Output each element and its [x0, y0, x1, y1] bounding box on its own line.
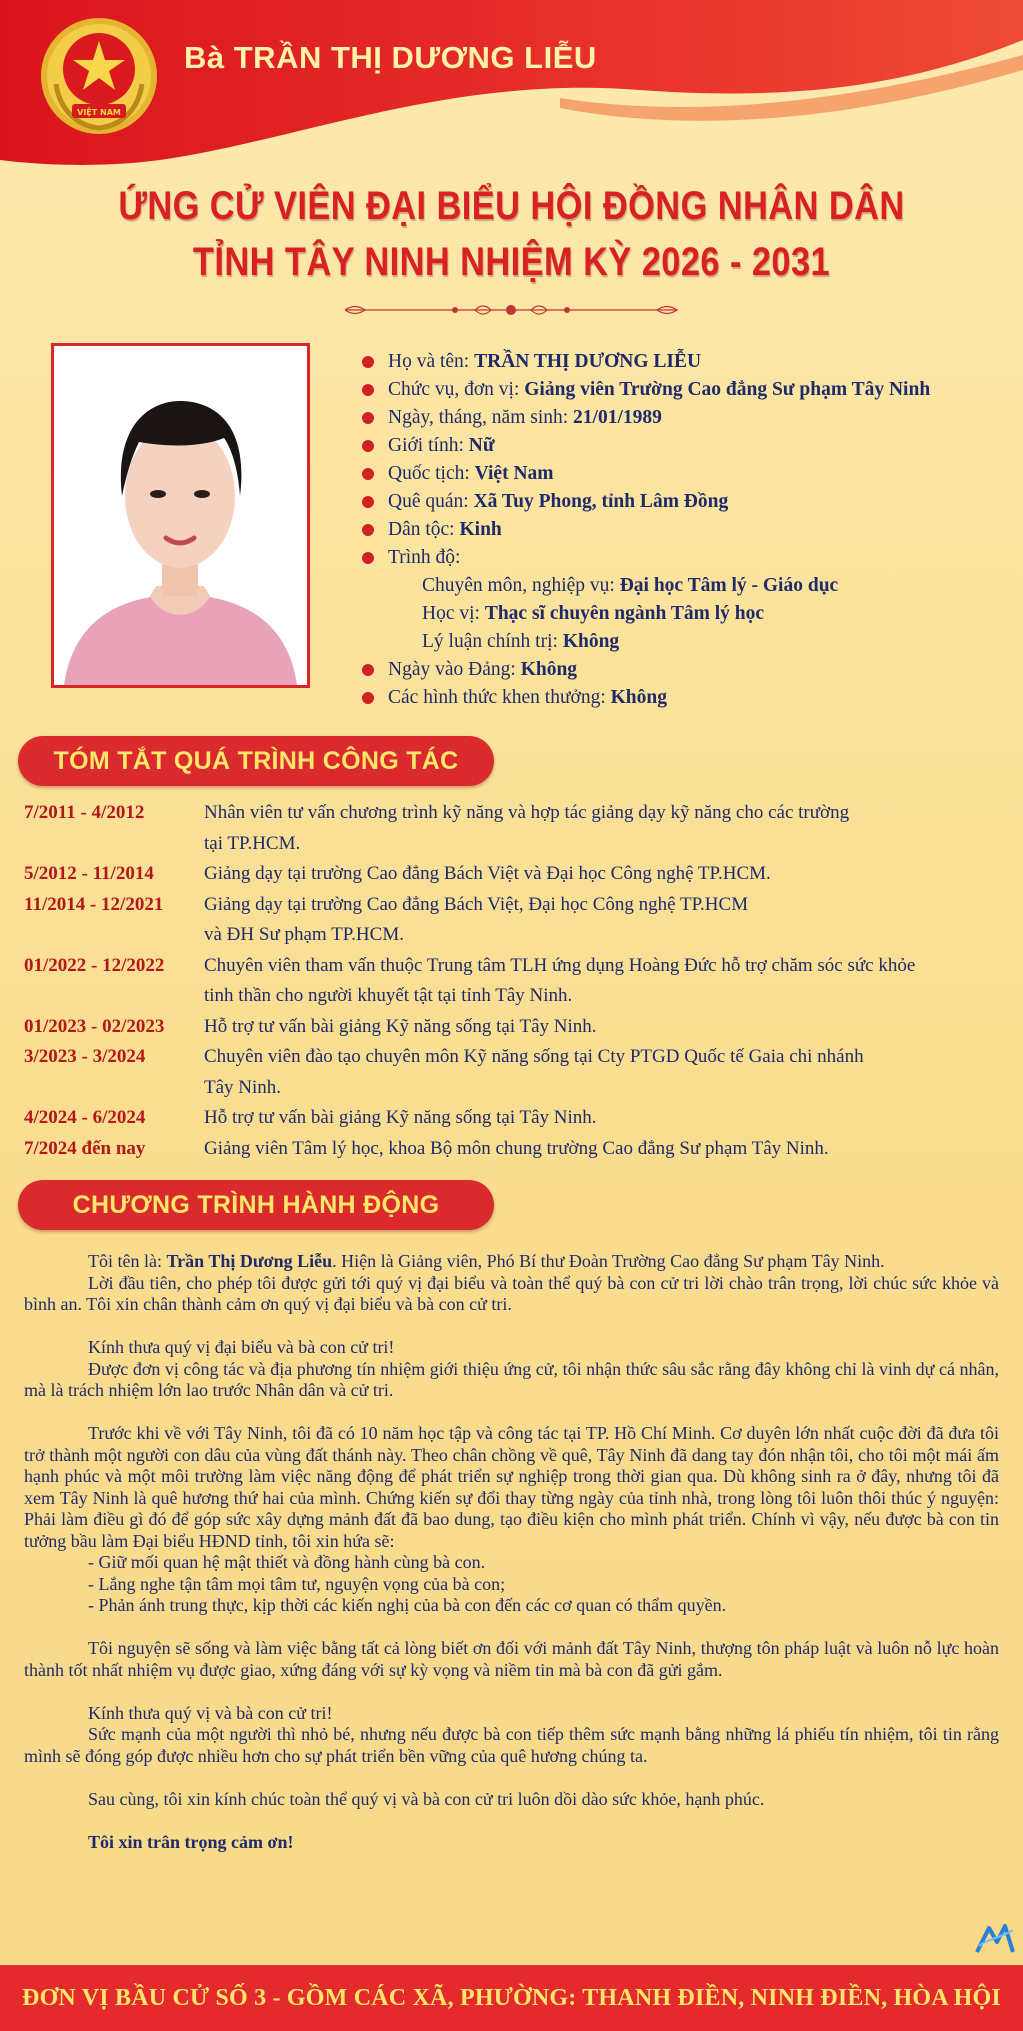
bullet-icon	[362, 496, 374, 508]
timeline-row: 01/2023 - 02/2023 Hỗ trợ tư vấn bài giảng Kỹ năng sống tại Tây Ninh.	[24, 1015, 597, 1037]
footer-text: ĐƠN VỊ BẦU CỬ SỐ 3 - GỒM CÁC XÃ, PHƯỜNG: THANH ĐIỀN, NINH ĐIỀN, HÒA HỘI	[22, 1985, 1001, 2011]
timeline-row: 5/2012 - 11/2014 Giảng dạy tại trường Cao đẳng Bách Việt và Đại học Công nghệ TP.HCM.	[24, 863, 771, 884]
pledge-item: - Lắng nghe tận tâm mọi tâm tư, nguyện vọng của bà con;	[88, 1573, 506, 1594]
greeting: Kính thưa quý vị và bà con cử tri!	[88, 1702, 333, 1723]
divider-ornament	[335, 300, 687, 320]
publisher-logo-icon	[975, 1920, 1015, 1954]
candidate-name-header: Bà TRẦN THỊ DƯƠNG LIỄU	[184, 40, 597, 75]
profile-position: Chức vụ, đơn vị: Giảng viên Trường Cao đẳng Sư phạm Tây Ninh	[360, 376, 1010, 404]
profile-degree: Học vị: Thạc sĩ chuyên ngành Tâm lý học	[422, 603, 765, 624]
timeline-row: 11/2014 - 12/2021 Giảng dạy tại trường Cao đẳng Bách Việt, Đại học Công nghệ TP.HCM và ĐH Sư phạm TP.HCM.	[24, 893, 749, 945]
paragraph: Tôi nguyện sẽ sống và làm việc bằng tất cả lòng biết ơn đối với mảnh đất Tây Ninh, thượng tôn pháp luật và luôn nỗ lực hoàn thành tốt nhất nhiệm vụ được giao, xứng đáng với sự kỳ vọng và niềm tin mà bà con đã gửi gắm.	[24, 1638, 999, 1680]
title-line-1: ỨNG CỬ VIÊN ĐẠI BIỂU HỘI ĐỒNG NHÂN DÂN	[118, 184, 905, 228]
emblem-ribbon-text: VIỆT NAM	[77, 108, 121, 117]
paragraph: Lời đầu tiên, cho phép tôi được gửi tới quý vị đại biểu và toàn thể quý bà con cử tri lời chào trân trọng, lời chúc sức khỏe và bình an. Tôi xin chân thành cảm ơn quý vị đại biểu và bà con cử tri.	[24, 1272, 999, 1314]
greeting: Kính thưa quý vị đại biểu và bà con cử tri!	[88, 1337, 395, 1357]
bullet-icon	[362, 384, 374, 396]
action-program-heading: CHƯƠNG TRÌNH HÀNH ĐỘNG	[18, 1180, 494, 1230]
national-emblem-icon	[34, 14, 164, 144]
paragraph: Sức mạnh của một người thì nhỏ bé, nhưng nếu được bà con tiếp thêm sức mạnh bằng những lá phiếu tín nhiệm, tôi tin rằng mình sẽ đóng góp được nhiều hơn cho sự phát triển bền vững của quê hương chúng ta.	[24, 1724, 999, 1766]
bullet-icon	[362, 412, 374, 424]
profile-specialty: Chuyên môn, nghiệp vụ: Đại học Tâm lý - Giáo dục	[422, 575, 839, 596]
profile-birth-date: Ngày, tháng, năm sinh: 21/01/1989	[360, 404, 1010, 432]
profile-hometown: Quê quán: Xã Tuy Phong, tỉnh Lâm Đồng	[360, 488, 1010, 516]
title-line-2: TỈNH TÂY NINH NHIỆM KỲ 2026 - 2031	[192, 240, 831, 284]
bullet-icon	[362, 524, 374, 536]
timeline-row: 7/2011 - 4/2012 Nhân viên tư vấn chương trình kỹ năng và hợp tác giảng dạy kỹ năng cho các trường tại TP.HCM.	[24, 802, 850, 854]
candidate-portrait	[51, 343, 310, 688]
profile-nationality: Quốc tịch: Việt Nam	[360, 460, 1010, 488]
profile-political-theory: Lý luận chính trị: Không	[422, 631, 620, 652]
timeline-row: 4/2024 - 6/2024 Hỗ trợ tư vấn bài giảng Kỹ năng sống tại Tây Ninh.	[24, 1107, 597, 1128]
profile-full-name: Họ và tên: TRẦN THỊ DƯƠNG LIỄU	[360, 348, 1010, 376]
pledge-item: - Giữ mối quan hệ mật thiết và đồng hành cùng bà con.	[88, 1552, 486, 1572]
action-program-text	[24, 1251, 999, 1853]
bullet-icon	[362, 552, 374, 564]
timeline-row: 7/2024 đến nay Giảng viên Tâm lý học, khoa Bộ môn chung trường Cao đẳng Sư phạm Tây Ninh.	[24, 1137, 829, 1159]
page-title	[0, 178, 1023, 290]
profile-party-date: Ngày vào Đảng: Không	[360, 656, 1010, 684]
pledge-item: - Phản ánh trung thực, kịp thời các kiến nghị của bà con đến các cơ quan có thẩm quyền.	[88, 1595, 727, 1615]
bullet-icon	[362, 356, 374, 368]
timeline-row: 01/2022 - 12/2022 Chuyên viên tham vấn thuộc Trung tâm TLH ứng dụng Hoàng Đức hỗ trợ chăm sóc sức khỏe tinh thần cho người khuyết tật tại tỉnh Tây Ninh.	[24, 954, 916, 1006]
profile-gender: Giới tính: Nữ	[360, 432, 1010, 460]
bullet-icon	[362, 692, 374, 704]
work-history-heading: TÓM TẮT QUÁ TRÌNH CÔNG TÁC	[18, 736, 494, 786]
footer-banner	[0, 1965, 1023, 2031]
bullet-icon	[362, 440, 374, 452]
paragraph: Trước khi về với Tây Ninh, tôi đã có 10 năm học tập và công tác tại TP. Hồ Chí Minh. Cơ duyên lớn nhất cuộc đời đã đưa tôi trở thành một người con dâu của vùng đất thánh này. Theo chân chồng về quê, Tây Ninh đã dang tay đón nhận tôi, cho tôi một mái ấm hạnh phúc và một môi trường làm việc năng động để phát triển sự nghiệp trong thời gian qua. Dù không sinh ra ở đây, nhưng tôi đã xem Tây Ninh là quê hương thứ hai của mình. Chứng kiến sự đổi thay từng ngày của tỉnh nhà, trong lòng tôi luôn thôi thúc ý nguyện: Phải làm điều gì đó để góp sức xây dựng mảnh đất đã bao dung, tạo điều kiện cho mình phát triển. Chính vì vậy, nếu được bà con tin tưởng bầu làm Đại biểu HĐND tỉnh, tôi xin hứa sẽ:	[24, 1423, 999, 1551]
profile-ethnicity: Dân tộc: Kinh	[360, 516, 1010, 544]
work-history-list	[24, 798, 1014, 1164]
paragraph: Được đơn vị công tác và địa phương tín nhiệm giới thiệu ứng cử, tôi nhận thức sâu sắc rằng đây không chỉ là vinh dự cá nhân, mà là trách nhiệm lớn lao trước Nhân dân và cử tri.	[24, 1358, 999, 1400]
header-banner	[0, 0, 1023, 170]
bullet-icon	[362, 664, 374, 676]
closing-line: Tôi xin trân trọng cảm ơn!	[88, 1831, 294, 1852]
bullet-icon	[362, 468, 374, 480]
profile-awards: Các hình thức khen thưởng: Không	[360, 684, 1010, 712]
profile-info-list	[360, 348, 1010, 712]
portrait-image	[54, 346, 307, 685]
timeline-row: 3/2023 - 3/2024 Chuyên viên đào tạo chuyên môn Kỹ năng sống tại Cty PTGD Quốc tế Gaia chi nhánh Tây Ninh.	[24, 1046, 864, 1098]
paragraph: Sau cùng, tôi xin kính chúc toàn thể quý vị và bà con cử tri luôn dồi dào sức khỏe, hạnh phúc.	[88, 1788, 765, 1809]
intro-paragraph: Tôi tên là: Trần Thị Dương Liễu. Hiện là Giảng viên, Phó Bí thư Đoàn Trường Cao đẳng Sư phạm Tây Ninh.	[88, 1251, 885, 1271]
profile-qualification: Trình độ:	[360, 544, 1010, 572]
